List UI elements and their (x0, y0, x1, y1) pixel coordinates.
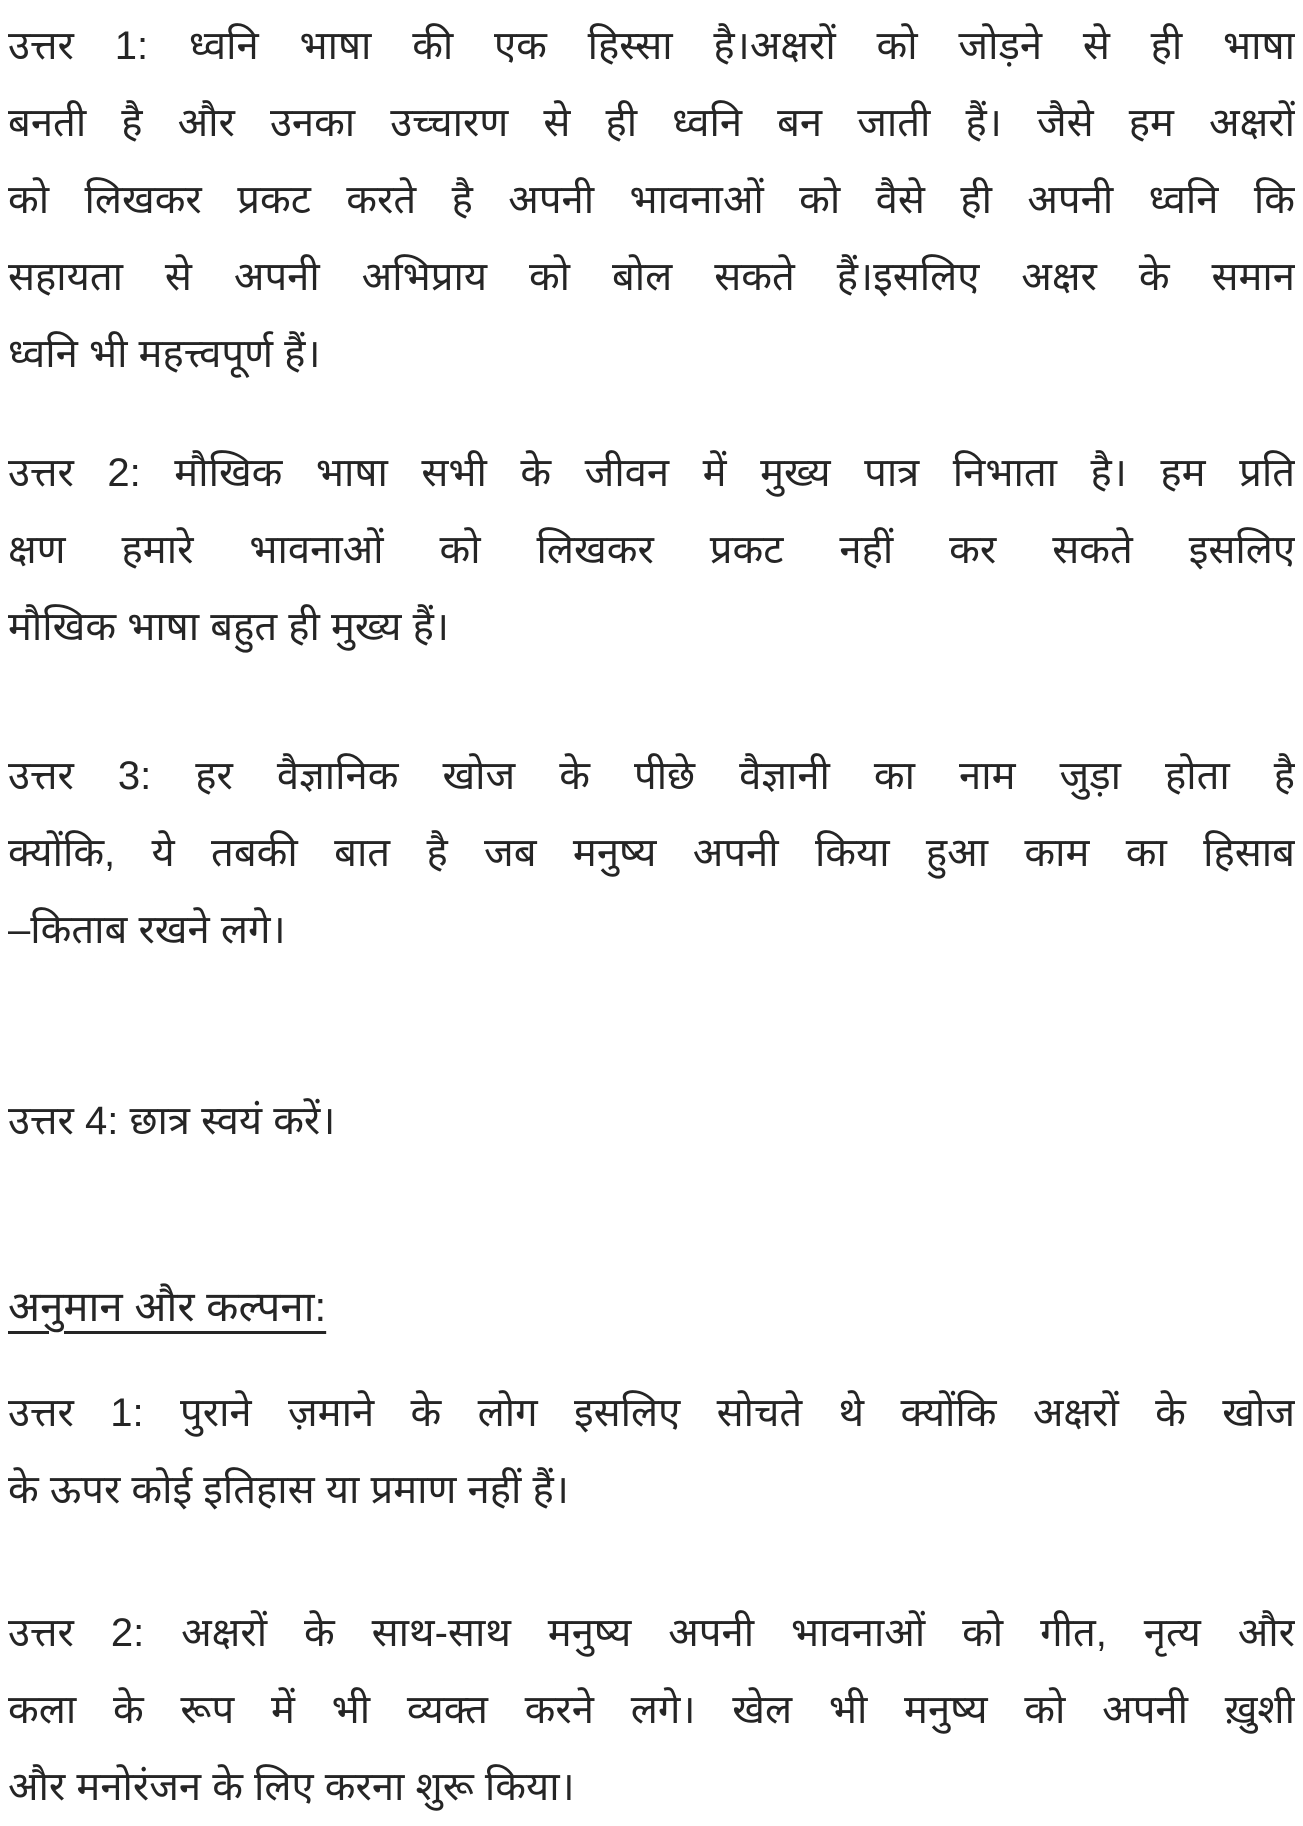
text-line: उत्तर 2: मौखिक भाषा सभी के जीवन में मुख्य पात्र निभाता है। हम प्रति (8, 451, 1295, 495)
text-line: बनती है और उनका उच्चारण से ही ध्वनि बन जाती हैं। जैसे हम अक्षरों (8, 101, 1295, 145)
text-line: क्षण हमारे भावनाओं को लिखकर प्रकट नहीं कर सकते इसलिए (8, 528, 1295, 572)
section-heading (8, 1268, 1295, 1345)
text-line: को लिखकर प्रकट करते है अपनी भावनाओं को वैसे ही अपनी ध्वनि कि (8, 178, 1295, 222)
guess-answer-1-paragraph (8, 1375, 1295, 1529)
text-line: सहायता से अपनी अभिप्राय को बोल सकते हैं।इसलिए अक्षर के समान (8, 255, 1295, 299)
text-line: क्योंकि, ये तबकी बात है जब मनुष्य अपनी किया हुआ काम का हिसाब (8, 831, 1295, 875)
text-line: उत्तर 3: हर वैज्ञानिक खोज के पीछे वैज्ञानी का नाम जुड़ा होता है (8, 754, 1295, 798)
text-line: ध्वनि भी महत्त्वपूर्ण हैं। (8, 332, 321, 376)
text-line: के ऊपर कोई इतिहास या प्रमाण नहीं हैं। (8, 1468, 569, 1512)
text-line: उत्तर 4: छात्र स्वयं करें। (8, 1099, 336, 1143)
text-line: मौखिक भाषा बहुत ही मुख्य हैं। (8, 605, 450, 649)
text-line: उत्तर 1: पुराने ज़माने के लोग इसलिए सोचते थे क्योंकि अक्षरों के खोज (8, 1391, 1295, 1435)
text-line: और मनोरंजन के लिए करना शुरू किया। (8, 1765, 575, 1809)
text-line: उत्तर 2: अक्षरों के साथ-साथ मनुष्य अपनी भावनाओं को गीत, नृत्य और (8, 1611, 1295, 1655)
guess-answer-2-paragraph (8, 1595, 1295, 1826)
answer-1-paragraph (8, 8, 1295, 393)
answer-4-paragraph (8, 1083, 1295, 1160)
answer-2-paragraph (8, 435, 1295, 666)
text-line: कला के रूप में भी व्यक्त करने लगे। खेल भी मनुष्य को अपनी ख़ुशी (8, 1688, 1295, 1732)
text-line: –किताब रखने लगे। (8, 908, 286, 952)
heading-text: अनुमान और कल्पना: (8, 1283, 327, 1330)
text-line: उत्तर 1: ध्वनि भाषा की एक हिस्सा है।अक्षरों को जोड़ने से ही भाषा (8, 24, 1295, 68)
answer-3-paragraph (8, 738, 1295, 969)
